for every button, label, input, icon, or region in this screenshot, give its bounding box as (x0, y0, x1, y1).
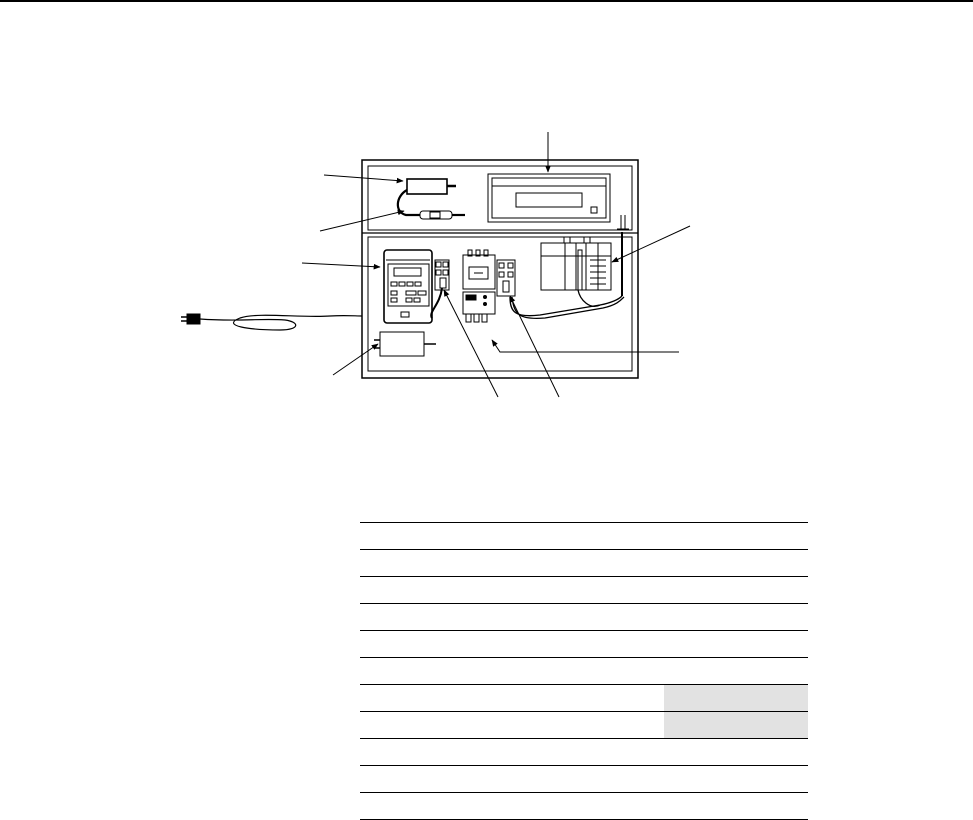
table-cell-part (360, 550, 664, 577)
table-cell-qty (664, 550, 808, 577)
table-cell-qty (664, 631, 808, 658)
contactor-icon (463, 250, 495, 322)
table-row (360, 523, 808, 550)
table-cell-part (360, 604, 664, 631)
table-cell-part (360, 658, 664, 685)
table-row (360, 793, 808, 820)
terminal-block-2-icon (497, 260, 515, 296)
power-supply-icon (407, 179, 456, 194)
table-cell-qty (664, 577, 808, 604)
transformer-icon (374, 332, 436, 356)
table-cell-part (360, 766, 664, 793)
table-row (360, 766, 808, 793)
terminal-block-1-icon (431, 260, 449, 318)
table-cell-qty (664, 793, 808, 820)
operator-interface-icon (488, 174, 610, 222)
table-row (360, 550, 808, 577)
table-row (360, 631, 808, 658)
table-cell-qty (664, 604, 808, 631)
table-cell-part (360, 523, 664, 550)
power-plug-icon (181, 314, 200, 324)
table-cell-part (360, 739, 664, 766)
table-cell-qty (664, 658, 808, 685)
table-cell-qty-shaded (664, 685, 808, 712)
table-row (360, 712, 808, 739)
table-cell-qty (664, 523, 808, 550)
table-row (360, 685, 808, 712)
table-cell-part (360, 685, 664, 712)
controller-rack-icon (541, 237, 611, 290)
table-cell-part (360, 631, 664, 658)
drive-keypad-icon (384, 250, 432, 323)
power-cord-icon (200, 315, 362, 330)
table-cell-part (360, 712, 664, 739)
table-row (360, 604, 808, 631)
table-cell-part (360, 577, 664, 604)
wiring-icon (510, 290, 624, 318)
table-row (360, 577, 808, 604)
table-cell-qty (664, 766, 808, 793)
table-row (360, 739, 808, 766)
table-cell-part (360, 793, 664, 820)
table-cell-qty-shaded (664, 712, 808, 739)
table-row (360, 658, 808, 685)
table-cell-qty (664, 739, 808, 766)
parts-table (360, 522, 808, 820)
